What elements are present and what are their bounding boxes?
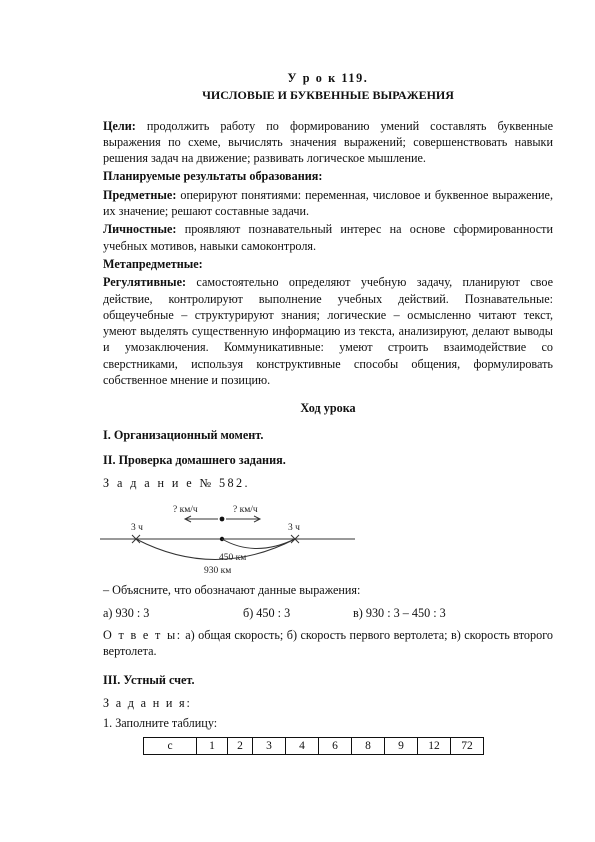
table-cell: 9	[385, 737, 418, 754]
expressions-row	[103, 605, 553, 621]
answers-paragraph	[103, 627, 553, 660]
lesson-page	[103, 70, 553, 755]
meta-heading: Метапредметные:	[103, 256, 203, 271]
task-label: З а д а н и е № 582.	[103, 476, 250, 491]
helicopter-start-point	[220, 516, 225, 521]
meta-text: самостоятельно определяют учебную задачу, планируют свое действие, контролируют выполнение учебных действий. Познавательные: общеучебные – структурируют знания; логические – осмысленно читают текст, умеют выделять существенную информацию из текста, анализируют, делают выводы и умозаключения. Коммуникативные: умеют строить взаимодействие со сверстниками, используя конструктивные способы общения, формулировать собственное мнение и позицию.	[103, 275, 553, 388]
table-cell: 1	[197, 737, 228, 754]
speed-label-left: ? км/ч	[173, 504, 198, 515]
task1-text: 1. Заполните таблицу:	[103, 716, 218, 731]
question-text: – Объясните, что обозначают данные выражения:	[103, 582, 361, 597]
goals-paragraph	[103, 118, 553, 167]
meta-label: Регулятивные:	[103, 275, 187, 290]
section-oral: III. Устный счет.	[103, 672, 195, 687]
distance-label-inner: 450 км	[219, 552, 247, 563]
speed-label-right: ? км/ч	[233, 504, 258, 515]
personal-text: проявляют познавательный интерес на основе сформированности учебных мотивов, навыки самоконтроля.	[103, 222, 553, 253]
expression-c: в) 930 : 3 – 450 : 3	[353, 605, 446, 620]
table-cell: 12	[418, 737, 451, 754]
fill-table	[143, 737, 484, 755]
time-label-right: 3 ч	[288, 522, 300, 533]
answers-label: О т в е т ы:	[103, 628, 182, 643]
distance-arc-outer	[136, 539, 295, 560]
subject-text: оперируют понятиями: переменная, числовое и буквенное выражение, их значение; решают составные задачи.	[103, 187, 553, 219]
results-heading: Планируемые результаты образования:	[103, 169, 323, 184]
distance-label-outer: 930 км	[204, 565, 232, 576]
table-cell: 3	[253, 737, 286, 754]
personal-label: Личностные:	[103, 222, 177, 237]
table-cell: 72	[451, 737, 484, 754]
table-row	[144, 737, 484, 754]
goals-label: Цели:	[103, 118, 136, 133]
tasks-label: З а д а н и я:	[103, 696, 192, 711]
answers-text: а) общая скорость; б) скорость первого вертолета; в) скорость второго вертолета.	[103, 628, 553, 659]
lesson-title: ЧИСЛОВЫЕ И БУКВЕННЫЕ ВЫРАЖЕНИЯ	[202, 88, 454, 103]
meta-results	[103, 274, 553, 388]
motion-diagram	[95, 498, 365, 576]
course-heading: Ход урока	[300, 401, 356, 416]
expression-a: а) 930 : 3	[103, 605, 150, 620]
subject-results	[103, 187, 553, 220]
time-label-left: 3 ч	[131, 522, 143, 533]
lesson-number: У р о к 119.	[287, 71, 369, 85]
table-cell: 4	[286, 737, 319, 754]
section-organizational: I. Организационный момент.	[103, 427, 264, 442]
table-cell: 8	[352, 737, 385, 754]
section-homework: II. Проверка домашнего задания.	[103, 452, 286, 467]
personal-results	[103, 221, 553, 254]
table-cell: 6	[319, 737, 352, 754]
expression-b: б) 450 : 3	[243, 605, 291, 620]
table-cell: c	[144, 737, 197, 754]
table-cell: 2	[228, 737, 253, 754]
subject-label: Предметные:	[103, 187, 177, 202]
goals-text: продолжить работу по формированию умений составлять буквенные выражения по схеме, вычислять значения выражений; совершенствовать навыки решения задач на движение; развивать логическое мышление.	[103, 118, 553, 166]
